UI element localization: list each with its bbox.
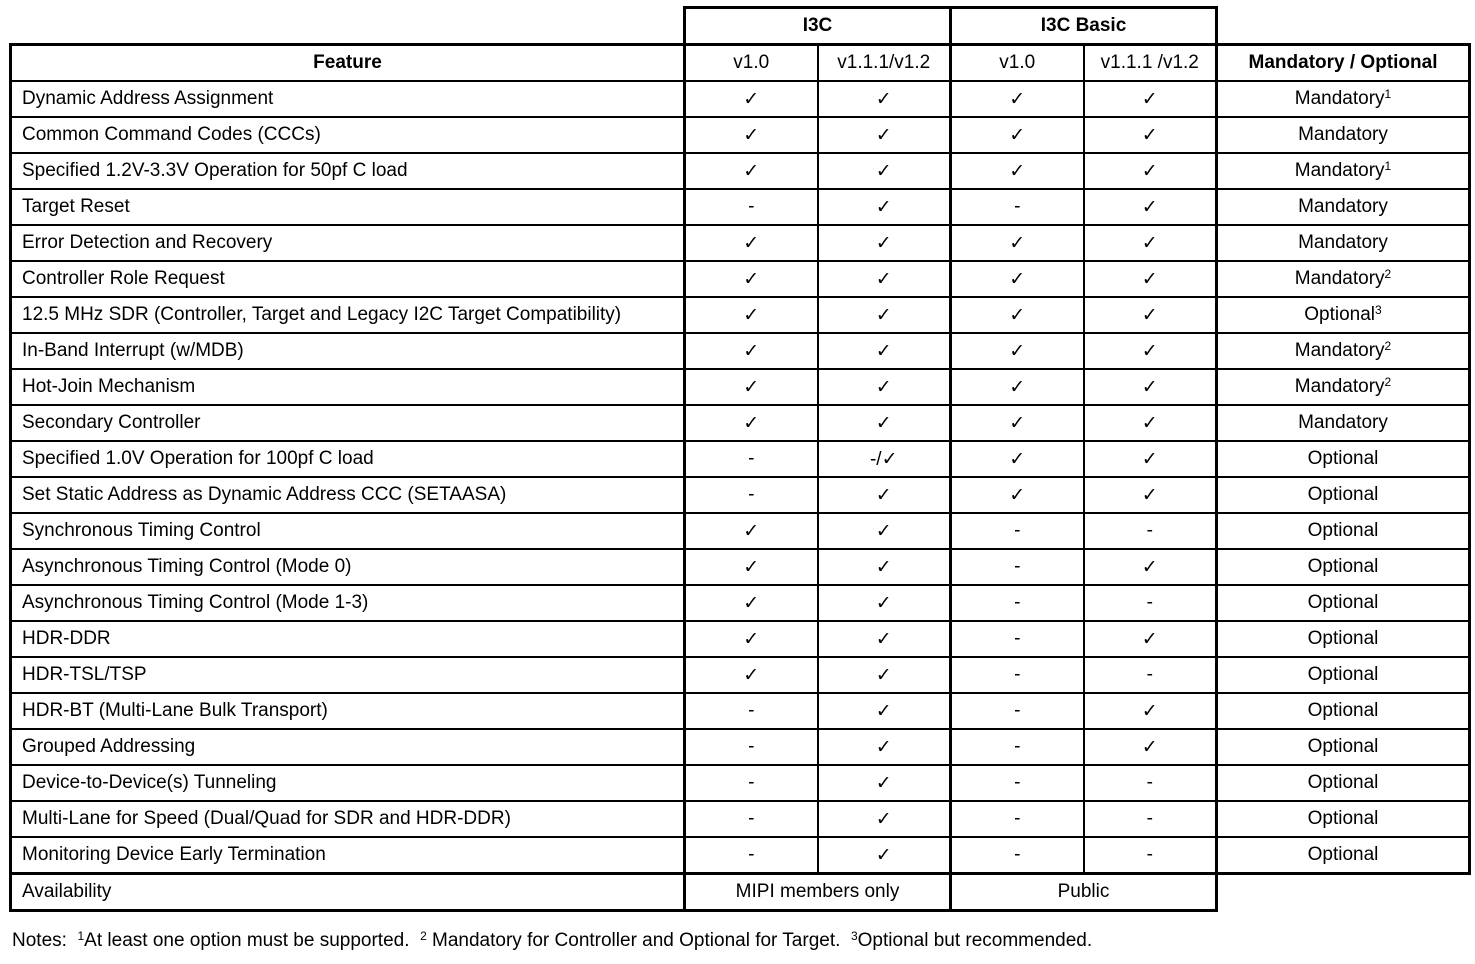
mandatory-optional-cell	[1217, 765, 1470, 801]
basic-v10-cell: -	[951, 549, 1084, 585]
i3c-basic-group-header: I3C Basic	[951, 8, 1217, 45]
table-row	[11, 657, 1470, 693]
table-row	[11, 513, 1470, 549]
status-text: Mandatory	[1294, 88, 1385, 109]
table-row	[11, 801, 1470, 837]
basic-v11-cell: -	[1084, 765, 1217, 801]
table-row	[11, 225, 1470, 261]
basic-v10-cell: -	[951, 765, 1084, 801]
status-text: Mandatory	[1298, 232, 1388, 253]
i3c-v10-cell: -	[685, 837, 818, 874]
i3c-v11-cell: ✓	[818, 153, 951, 189]
status-text: Mandatory	[1294, 268, 1385, 289]
feature-cell: HDR-DDR	[11, 621, 685, 657]
i3c-v10-cell: -	[685, 189, 818, 225]
feature-cell: Multi-Lane for Speed (Dual/Quad for SDR and HDR-DDR)	[11, 801, 685, 837]
i3c-v10-cell: -	[685, 693, 818, 729]
status-text: Optional	[1307, 772, 1379, 793]
basic-v11-cell: ✓	[1084, 261, 1217, 297]
basic-v11-cell: ✓	[1084, 117, 1217, 153]
i3c-v10-cell: -	[685, 729, 818, 765]
basic-v11-cell: ✓	[1084, 369, 1217, 405]
i3c-v10-cell: -	[685, 765, 818, 801]
availability-row	[11, 874, 1470, 911]
table-row	[11, 261, 1470, 297]
i3c-v11-cell: ✓	[818, 657, 951, 693]
feature-cell: Asynchronous Timing Control (Mode 1-3)	[11, 585, 685, 621]
table-row	[11, 621, 1470, 657]
i3c-v11-cell: ✓	[818, 729, 951, 765]
basic-v11-cell: ✓	[1084, 549, 1217, 585]
column-header-row	[11, 45, 1470, 82]
table-row	[11, 297, 1470, 333]
status-text: Optional	[1307, 700, 1379, 721]
basic-v10-cell: ✓	[951, 225, 1084, 261]
i3c-v10-cell: ✓	[685, 549, 818, 585]
table-row	[11, 153, 1470, 189]
mandatory-optional-cell	[1217, 369, 1470, 405]
table-row	[11, 81, 1470, 117]
i3c-v10-cell: -	[685, 801, 818, 837]
basic-v11-cell: ✓	[1084, 405, 1217, 441]
basic-v10-cell: ✓	[951, 117, 1084, 153]
mandatory-optional-cell	[1217, 477, 1470, 513]
basic-v10-cell: -	[951, 585, 1084, 621]
basic-v10-cell: ✓	[951, 333, 1084, 369]
feature-cell: Set Static Address as Dynamic Address CCC (SETAASA)	[11, 477, 685, 513]
basic-v10-cell: -	[951, 513, 1084, 549]
table-row	[11, 117, 1470, 153]
feature-cell: Specified 1.2V-3.3V Operation for 50pf C load	[11, 153, 685, 189]
mandatory-optional-cell	[1217, 513, 1470, 549]
note2-mark: 2	[420, 929, 427, 943]
feature-cell: Monitoring Device Early Termination	[11, 837, 685, 874]
i3c-v10-cell: -	[685, 477, 818, 513]
i3c-v10-cell: ✓	[685, 369, 818, 405]
feature-cell: 12.5 MHz SDR (Controller, Target and Legacy I2C Target Compatibility)	[11, 297, 685, 333]
status-text: Mandatory	[1294, 340, 1385, 361]
mandatory-optional-cell	[1217, 729, 1470, 765]
i3c-v10-cell: ✓	[685, 333, 818, 369]
mandatory-optional-cell	[1217, 441, 1470, 477]
status-text: Mandatory	[1298, 124, 1388, 145]
i3c-v11-cell: ✓	[818, 117, 951, 153]
basic-v11-cell: ✓	[1084, 729, 1217, 765]
basic-v11-header: v1.1.1 /v1.2	[1084, 45, 1217, 82]
basic-v11-cell: ✓	[1084, 333, 1217, 369]
note1-mark: 1	[77, 929, 85, 943]
mandatory-optional-cell	[1217, 117, 1470, 153]
basic-v10-cell: ✓	[951, 261, 1084, 297]
status-text: Mandatory	[1294, 376, 1385, 397]
table-row	[11, 585, 1470, 621]
feature-cell: HDR-BT (Multi-Lane Bulk Transport)	[11, 693, 685, 729]
i3c-v10-cell: -	[685, 441, 818, 477]
basic-v10-cell: ✓	[951, 297, 1084, 333]
basic-v11-cell: ✓	[1084, 225, 1217, 261]
i3c-v11-cell: ✓	[818, 513, 951, 549]
feature-comparison-table	[9, 6, 1471, 912]
notes-prefix: Notes:	[12, 930, 67, 951]
i3c-v10-cell: ✓	[685, 657, 818, 693]
feature-cell: Device-to-Device(s) Tunneling	[11, 765, 685, 801]
footnotes	[12, 930, 1092, 952]
basic-v10-cell: ✓	[951, 153, 1084, 189]
basic-v11-cell: ✓	[1084, 81, 1217, 117]
basic-v10-cell: -	[951, 657, 1084, 693]
feature-cell: Dynamic Address Assignment	[11, 81, 685, 117]
mandatory-optional-cell	[1217, 657, 1470, 693]
footnote-mark: 2	[1384, 267, 1392, 281]
footnote-mark: 2	[1384, 339, 1392, 353]
status-text: Optional	[1307, 448, 1379, 469]
table-row	[11, 405, 1470, 441]
basic-v11-cell: ✓	[1084, 153, 1217, 189]
mandatory-optional-cell	[1217, 585, 1470, 621]
availability-basic: Public	[951, 874, 1217, 911]
basic-v10-cell: ✓	[951, 369, 1084, 405]
mandatory-optional-cell	[1217, 405, 1470, 441]
i3c-v11-cell: ✓	[818, 261, 951, 297]
table-row	[11, 765, 1470, 801]
table-row	[11, 837, 1470, 874]
basic-v10-cell: ✓	[951, 441, 1084, 477]
note2-text: Mandatory for Controller and Optional for Target.	[432, 930, 841, 951]
basic-v11-cell: ✓	[1084, 477, 1217, 513]
feature-cell: In-Band Interrupt (w/MDB)	[11, 333, 685, 369]
status-text: Optional	[1307, 736, 1379, 757]
i3c-v11-cell: ✓	[818, 189, 951, 225]
table-row	[11, 729, 1470, 765]
status-text: Optional	[1307, 628, 1379, 649]
mandatory-optional-cell	[1217, 225, 1470, 261]
i3c-v10-cell: ✓	[685, 261, 818, 297]
basic-v11-cell: -	[1084, 657, 1217, 693]
basic-v11-cell: ✓	[1084, 693, 1217, 729]
basic-v11-cell: -	[1084, 513, 1217, 549]
status-text: Optional	[1307, 484, 1379, 505]
basic-v10-cell: -	[951, 729, 1084, 765]
mandatory-optional-cell	[1217, 297, 1470, 333]
i3c-v10-header: v1.0	[685, 45, 818, 82]
feature-cell: Grouped Addressing	[11, 729, 685, 765]
feature-cell: Target Reset	[11, 189, 685, 225]
status-text: Optional	[1307, 556, 1379, 577]
mandatory-optional-cell	[1217, 189, 1470, 225]
table-row	[11, 333, 1470, 369]
i3c-v10-cell: ✓	[685, 513, 818, 549]
i3c-v11-cell: ✓	[818, 405, 951, 441]
i3c-v10-cell: ✓	[685, 81, 818, 117]
mandatory-optional-cell	[1217, 837, 1470, 874]
i3c-v11-cell: ✓	[818, 369, 951, 405]
note3-mark: 3	[850, 929, 858, 943]
i3c-v11-cell: ✓	[818, 621, 951, 657]
status-text: Optional	[1307, 808, 1379, 829]
availability-i3c: MIPI members only	[685, 874, 951, 911]
footnote-mark: 1	[1384, 159, 1392, 173]
feature-cell: Common Command Codes (CCCs)	[11, 117, 685, 153]
i3c-v10-cell: ✓	[685, 225, 818, 261]
status-text: Optional	[1307, 844, 1379, 865]
basic-v10-cell: ✓	[951, 405, 1084, 441]
table-row	[11, 189, 1470, 225]
table-row	[11, 549, 1470, 585]
mandatory-optional-cell	[1217, 153, 1470, 189]
basic-v11-cell: -	[1084, 837, 1217, 874]
i3c-v10-cell: ✓	[685, 117, 818, 153]
mandatory-optional-cell	[1217, 81, 1470, 117]
group-header-row	[11, 8, 1470, 45]
basic-v10-header: v1.0	[951, 45, 1084, 82]
status-text: Mandatory	[1294, 160, 1385, 181]
i3c-v11-cell: ✓	[818, 585, 951, 621]
note1-text: At least one option must be supported.	[84, 930, 410, 951]
basic-v10-cell: -	[951, 693, 1084, 729]
basic-v10-cell: -	[951, 621, 1084, 657]
feature-cell: Secondary Controller	[11, 405, 685, 441]
feature-column-header: Feature	[11, 45, 685, 82]
feature-cell: Controller Role Request	[11, 261, 685, 297]
i3c-v11-cell: -/✓	[818, 441, 951, 477]
basic-v10-cell: -	[951, 801, 1084, 837]
table-row	[11, 477, 1470, 513]
i3c-v11-header: v1.1.1/v1.2	[818, 45, 951, 82]
feature-cell: Hot-Join Mechanism	[11, 369, 685, 405]
status-text: Optional	[1304, 304, 1376, 325]
mandatory-optional-header: Mandatory / Optional	[1217, 45, 1470, 82]
i3c-v10-cell: ✓	[685, 153, 818, 189]
i3c-v11-cell: ✓	[818, 765, 951, 801]
table-row	[11, 369, 1470, 405]
note3-text: Optional but recommended.	[857, 930, 1093, 951]
status-text: Optional	[1307, 592, 1379, 613]
i3c-v11-cell: ✓	[818, 693, 951, 729]
i3c-group-header: I3C	[685, 8, 951, 45]
availability-label: Availability	[11, 874, 685, 911]
i3c-v10-cell: ✓	[685, 297, 818, 333]
feature-cell: Synchronous Timing Control	[11, 513, 685, 549]
i3c-v10-cell: ✓	[685, 585, 818, 621]
i3c-v11-cell: ✓	[818, 81, 951, 117]
basic-v10-cell: ✓	[951, 477, 1084, 513]
i3c-v11-cell: ✓	[818, 297, 951, 333]
status-text: Optional	[1307, 520, 1379, 541]
basic-v11-cell: -	[1084, 585, 1217, 621]
feature-cell: Specified 1.0V Operation for 100pf C load	[11, 441, 685, 477]
i3c-v10-cell: ✓	[685, 405, 818, 441]
table-row	[11, 693, 1470, 729]
basic-v11-cell: ✓	[1084, 441, 1217, 477]
footnote-mark: 2	[1384, 375, 1392, 389]
i3c-v11-cell: ✓	[818, 333, 951, 369]
status-text: Optional	[1307, 664, 1379, 685]
table-row	[11, 441, 1470, 477]
feature-cell: Error Detection and Recovery	[11, 225, 685, 261]
feature-cell: Asynchronous Timing Control (Mode 0)	[11, 549, 685, 585]
basic-v11-cell: ✓	[1084, 621, 1217, 657]
basic-v10-cell: ✓	[951, 81, 1084, 117]
status-text: Mandatory	[1298, 412, 1388, 433]
i3c-v11-cell: ✓	[818, 549, 951, 585]
basic-v11-cell: ✓	[1084, 189, 1217, 225]
mandatory-optional-cell	[1217, 549, 1470, 585]
mandatory-optional-cell	[1217, 693, 1470, 729]
basic-v10-cell: -	[951, 189, 1084, 225]
footnote-mark: 1	[1384, 87, 1392, 101]
status-text: Mandatory	[1298, 196, 1388, 217]
basic-v11-cell: ✓	[1084, 297, 1217, 333]
i3c-v11-cell: ✓	[818, 801, 951, 837]
i3c-v11-cell: ✓	[818, 477, 951, 513]
i3c-v10-cell: ✓	[685, 621, 818, 657]
i3c-v11-cell: ✓	[818, 225, 951, 261]
mandatory-optional-cell	[1217, 621, 1470, 657]
feature-cell: HDR-TSL/TSP	[11, 657, 685, 693]
basic-v11-cell: -	[1084, 801, 1217, 837]
mandatory-optional-cell	[1217, 333, 1470, 369]
basic-v10-cell: -	[951, 837, 1084, 874]
feature-comparison-table-container	[9, 6, 1471, 912]
mandatory-optional-cell	[1217, 261, 1470, 297]
mandatory-optional-cell	[1217, 801, 1470, 837]
footnote-mark: 3	[1375, 303, 1382, 317]
i3c-v11-cell: ✓	[818, 837, 951, 874]
